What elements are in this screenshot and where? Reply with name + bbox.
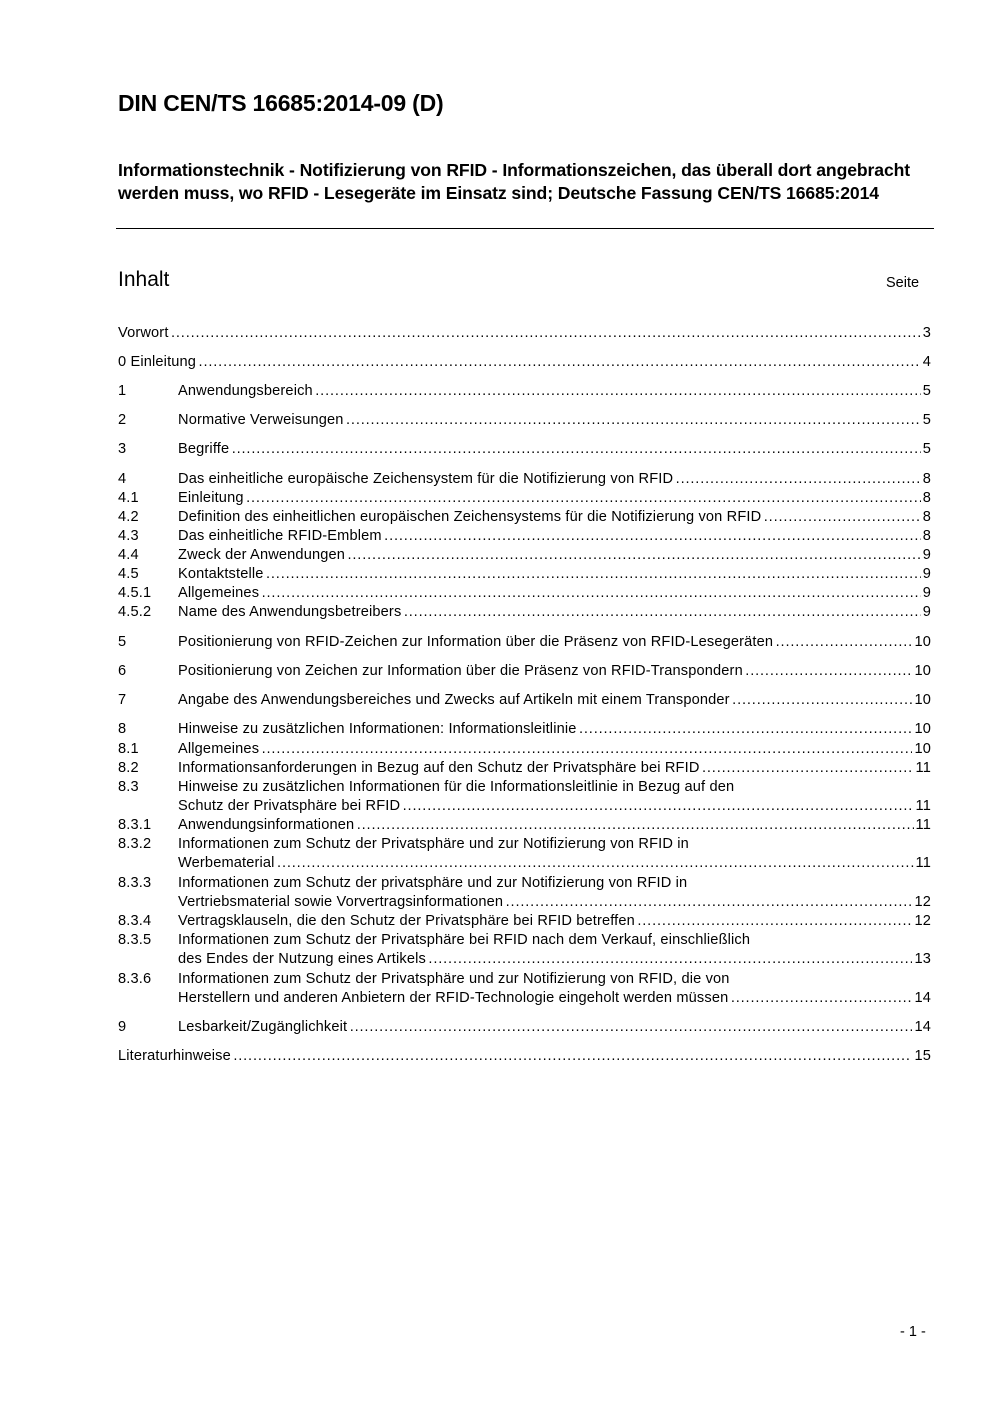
toc-entry-title: 0 Einleitung . . . (118, 354, 931, 370)
toc-entry-title: Angabe des Anwendungsbereiches und Zwecks auf Artikeln mit einem Transponder . . . (178, 692, 931, 708)
toc-entry-number: 4.5.1 (118, 585, 152, 601)
toc-entry[interactable] (118, 603, 931, 623)
toc-entry-page: 10 (912, 740, 931, 760)
toc-entry[interactable] (118, 470, 931, 490)
toc-entry[interactable] (118, 797, 931, 817)
toc-entry-title: Anwendungsinformationen . . . (178, 817, 931, 833)
toc-entry-page: 11 (914, 797, 931, 817)
toc-entry-page: 14 (912, 989, 931, 1009)
toc-entry-number: 7 (118, 692, 127, 708)
toc-entry-page: 14 (912, 1018, 931, 1038)
toc-entry-title: Das einheitliche europäische Zeichensystem für die Notifizierung von RFID . . . (178, 471, 931, 487)
toc-entry-number: 4.4 (118, 547, 139, 563)
toc-entry-number: 5 (118, 634, 127, 650)
toc-entry[interactable] (118, 740, 931, 760)
toc-entry-page: 13 (912, 950, 931, 970)
toc-entry-page: 11 (914, 759, 931, 779)
toc-entry-page: 5 (921, 382, 931, 402)
toc-entry-page: 9 (921, 546, 931, 566)
table-of-contents (118, 0, 931, 1200)
toc-entry-page: 12 (912, 912, 931, 932)
toc-entry-continued[interactable] (118, 970, 931, 990)
toc-entry-title: Kontaktstelle . . . (178, 566, 931, 582)
toc-entry[interactable] (118, 411, 931, 431)
toc-entry[interactable] (118, 546, 931, 566)
toc-entry-title: Normative Verweisungen . . . (178, 412, 931, 428)
toc-entry-title: Allgemeines . . . (178, 741, 931, 757)
toc-entry-title: Vertriebsmaterial sowie Vorvertragsinformationen . . . (178, 894, 931, 910)
toc-entry-title: Das einheitliche RFID-Emblem . . . (178, 528, 931, 544)
toc-entry-number: 8.2 (118, 760, 139, 776)
toc-entry[interactable] (118, 324, 931, 344)
toc-entry[interactable] (118, 565, 931, 585)
toc-entry-page: 5 (921, 411, 931, 431)
toc-entry[interactable] (118, 854, 931, 874)
toc-entry-title: Schutz der Privatsphäre bei RFID . . . (178, 798, 931, 814)
toc-entry-page: 10 (912, 720, 931, 740)
toc-entry-page: 9 (921, 565, 931, 585)
toc-entry-continued[interactable] (118, 874, 931, 894)
toc-page-column-heading: Seite (886, 275, 920, 291)
toc-entry[interactable] (118, 759, 931, 779)
toc-entry[interactable] (118, 440, 931, 460)
toc-entry[interactable] (118, 720, 931, 740)
toc-entry-title: Herstellern und anderen Anbietern der RFID-Technologie eingeholt werden müssen . . . (178, 990, 931, 1006)
toc-entry-page: 10 (912, 633, 931, 653)
toc-entry-number: 4.5.2 (118, 604, 152, 620)
toc-heading: Inhalt (118, 268, 170, 291)
toc-entry-title: Zweck der Anwendungen . . . (178, 547, 931, 563)
toc-entry[interactable] (118, 691, 931, 711)
toc-entry-continued[interactable] (118, 778, 931, 798)
toc-entry-number: 2 (118, 412, 127, 428)
toc-entry-page: 9 (921, 603, 931, 623)
toc-entry-page: 10 (912, 691, 931, 711)
document-title: DIN CEN/TS 16685:2014-09 (D) (118, 90, 444, 116)
toc-entry-number: 4.3 (118, 528, 139, 544)
toc-entry-title: Name des Anwendungsbetreibers . . . (178, 604, 931, 620)
toc-entry[interactable] (118, 950, 931, 970)
toc-entry-title: Informationen zum Schutz der Privatsphäre und zur Notifizierung von RFID, die von (178, 971, 730, 987)
toc-entry-continued[interactable] (118, 931, 931, 951)
toc-entry-number: 8.3.2 (118, 836, 152, 852)
toc-entry-page: 9 (921, 584, 931, 604)
toc-entry[interactable] (118, 353, 931, 373)
toc-entry-page: 11 (914, 816, 931, 836)
toc-entry[interactable] (118, 489, 931, 509)
toc-entry[interactable] (118, 816, 931, 836)
document-subtitle: Informationstechnik - Notifizierung von RFID - Informationszeichen, das überall dort angebracht werden muss, wo RFID - Lesegeräte im Einsatz sind; Deutsche Fassung CEN/TS 16685:2014 (118, 160, 911, 203)
toc-entry-number: 9 (118, 1019, 127, 1035)
toc-entry-number: 8.3.5 (118, 932, 152, 948)
toc-entry-title: Begriffe . . . (178, 441, 931, 457)
toc-entry-number: 6 (118, 663, 127, 679)
toc-entry[interactable] (118, 989, 931, 1009)
toc-entry-title: Definition des einheitlichen europäischen Zeichensystems für die Notifizierung von RFID . . . (178, 509, 931, 525)
toc-entry-continued[interactable] (118, 835, 931, 855)
toc-entry-number: 4.2 (118, 509, 139, 525)
toc-entry-page: 8 (921, 527, 931, 547)
toc-entry[interactable] (118, 662, 931, 682)
toc-entry-title: Positionierung von Zeichen zur Information über die Präsenz von RFID-Transpondern . . . (178, 663, 931, 679)
toc-entry[interactable] (118, 508, 931, 528)
toc-entry-number: 8.3 (118, 779, 139, 795)
toc-entry-title: Informationen zum Schutz der Privatsphäre und zur Notifizierung von RFID in (178, 836, 689, 852)
toc-entry-number: 8.3.4 (118, 913, 152, 929)
toc-entry-number: 3 (118, 441, 127, 457)
toc-entry-page: 15 (912, 1047, 931, 1067)
toc-entry[interactable] (118, 912, 931, 932)
toc-entry-number: 8.3.3 (118, 875, 152, 891)
toc-entry-page: 8 (921, 470, 931, 490)
toc-entry-number: 8 (118, 721, 127, 737)
toc-entry[interactable] (118, 633, 931, 653)
toc-entry-title: Informationsanforderungen in Bezug auf den Schutz der Privatsphäre bei RFID . . . (178, 760, 931, 776)
toc-entry-page: 11 (914, 854, 931, 874)
toc-entry[interactable] (118, 382, 931, 402)
toc-entry-page: 8 (921, 508, 931, 528)
toc-entry[interactable] (118, 1047, 931, 1067)
toc-entry-title: Einleitung . . . (178, 490, 931, 506)
toc-entry[interactable] (118, 1018, 931, 1038)
toc-entry-page: 8 (921, 489, 931, 509)
toc-entry-title: Allgemeines . . . (178, 585, 931, 601)
toc-entry-title: Informationen zum Schutz der privatsphäre und zur Notifizierung von RFID in (178, 875, 688, 891)
toc-entry-title: Vertragsklauseln, die den Schutz der Privatsphäre bei RFID betreffen . . . (178, 913, 931, 929)
toc-entry-title: des Endes der Nutzung eines Artikels . . . (178, 951, 931, 967)
page-number: - 1 - (900, 1324, 926, 1340)
toc-entry-title: Hinweise zu zusätzlichen Informationen für die Informationsleitlinie in Bezug auf den (178, 779, 735, 795)
toc-entry[interactable] (118, 893, 931, 913)
toc-entry-number: 4 (118, 471, 127, 487)
toc-entry-number: 4.1 (118, 490, 139, 506)
toc-entry-title: Hinweise zu zusätzlichen Informationen: Informationsleitlinie . . . (178, 721, 931, 737)
toc-entry-title: Literaturhinweise . . . (118, 1048, 931, 1064)
toc-entry-page: 5 (921, 440, 931, 460)
toc-entry-title: Werbematerial . . . (178, 855, 931, 871)
toc-entry-title: Vorwort . . . (118, 325, 931, 341)
toc-entry-page: 4 (921, 353, 931, 373)
toc-entry-title: Lesbarkeit/Zugänglichkeit . . . (178, 1019, 931, 1035)
toc-entry-page: 12 (912, 893, 931, 913)
toc-entry-number: 8.3.6 (118, 971, 152, 987)
toc-entry-title: Positionierung von RFID-Zeichen zur Information über die Präsenz von RFID-Lesegeräten . . . (178, 634, 931, 650)
toc-entry[interactable] (118, 527, 931, 547)
toc-entry-title: Anwendungsbereich . . . (178, 383, 931, 399)
toc-entry-number: 8.3.1 (118, 817, 152, 833)
toc-entry[interactable] (118, 584, 931, 604)
toc-entry-page: 3 (921, 324, 931, 344)
toc-entry-title: Informationen zum Schutz der Privatsphäre bei RFID nach dem Verkauf, einschließlich (178, 932, 751, 948)
toc-entry-number: 8.1 (118, 741, 139, 757)
toc-entry-number: 4.5 (118, 566, 139, 582)
toc-entry-page: 10 (912, 662, 931, 682)
toc-entry-number: 1 (118, 383, 127, 399)
